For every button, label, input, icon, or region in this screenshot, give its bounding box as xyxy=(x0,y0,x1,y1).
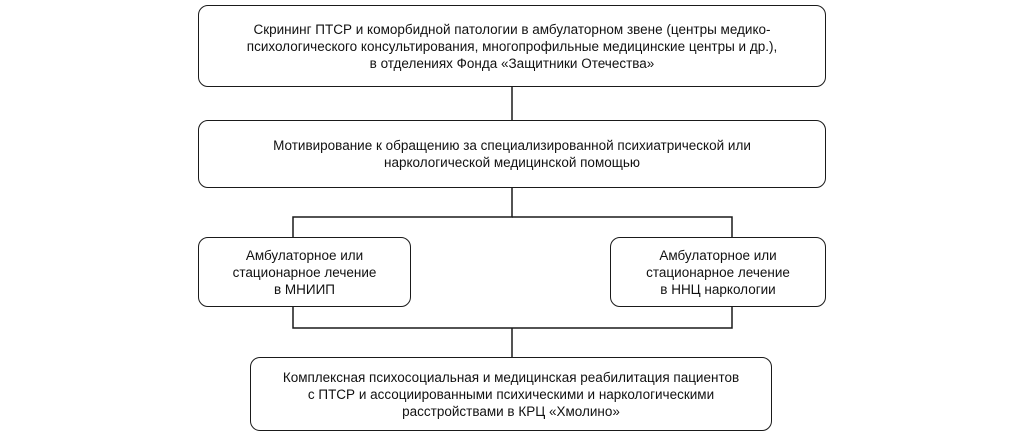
rehabilitation-line-1: Комплексная психосоциальная и медицинская реабилитация пациентов xyxy=(282,369,740,385)
treatment-nnc-line-3: в ННЦ наркологии xyxy=(660,281,776,297)
treatment-mniip-line-1: Амбулаторное или xyxy=(245,247,364,263)
connector-treatments-join xyxy=(293,307,732,328)
connector-motivation-to-treatment-nnc xyxy=(512,217,732,237)
treatment-mniip-line-2: стационарное лечение xyxy=(232,264,377,280)
screening-line-1: Скрининг ПТСР и коморбидной патологии в амбулаторном звене (центры медико- xyxy=(253,21,771,37)
rehabilitation-line-3: расстройствами в КРЦ «Хмолино» xyxy=(402,403,620,419)
treatment-nnc-box xyxy=(610,237,826,307)
screening-line-3: в отделениях Фонда «Защитники Отечества» xyxy=(369,55,655,71)
treatment-nnc-line-2: стационарное лечение xyxy=(646,264,790,280)
connector-motivation-to-treatments xyxy=(293,188,512,237)
screening-line-2: психологического консультирования, многопрофильные медицинские центры и др.), xyxy=(246,38,778,54)
treatment-mniip-line-3: в МНИИП xyxy=(273,281,336,297)
treatment-mniip-box xyxy=(198,237,411,307)
motivation-box xyxy=(198,120,826,188)
motivation-line-2: наркологической медицинской помощью xyxy=(383,155,640,170)
rehabilitation-box xyxy=(250,357,772,431)
motivation-line-1: Мотивирование к обращению за специализированной психиатрической или xyxy=(273,138,751,153)
rehabilitation-line-2: с ПТСР и ассоциированными психическими и наркологическими xyxy=(307,386,715,402)
treatment-nnc-line-1: Амбулаторное или xyxy=(659,247,777,263)
screening-box xyxy=(198,5,826,87)
